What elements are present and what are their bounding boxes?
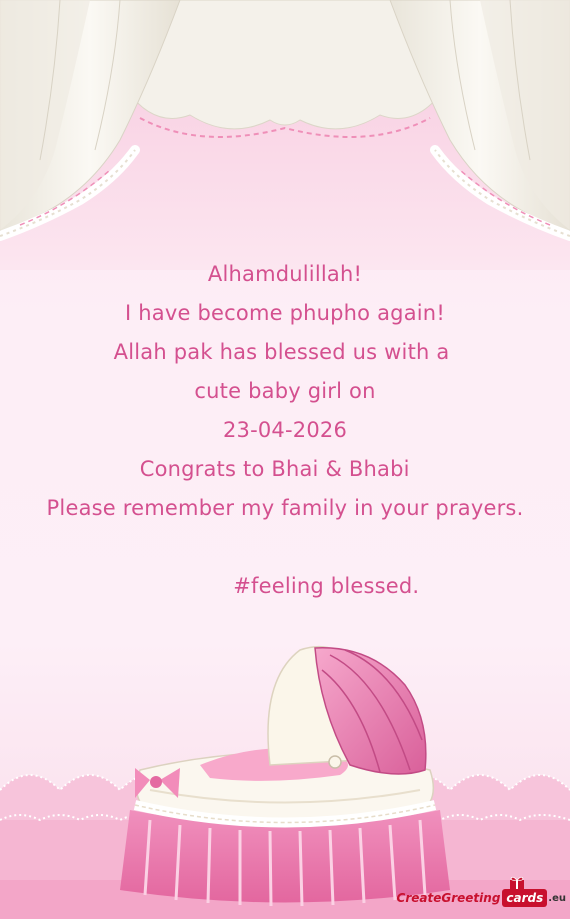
message-line: 23-04-2026	[222, 418, 348, 442]
brand-name: CreateGreeting	[396, 891, 501, 905]
message-line: Alhamdulillah!	[207, 262, 363, 286]
brand-tld: .eu	[548, 892, 566, 904]
message-line: Allah pak has blessed us with a	[113, 340, 457, 364]
message-line: #feeling blessed.	[150, 574, 420, 598]
bassinet-illustration	[0, 640, 570, 919]
message-line: cute baby girl on	[194, 379, 376, 403]
message-line: Congrats to Bhai & Bhabi	[139, 457, 431, 481]
curtain-decoration	[0, 0, 570, 270]
message-line: Please remember my family in your prayers.	[46, 496, 524, 520]
card-message	[0, 255, 570, 606]
brand-highlight	[502, 889, 547, 907]
message-line	[0, 528, 570, 567]
message-line: I have become phupho again!	[125, 301, 445, 325]
brand-highlight-text: cards	[506, 891, 544, 905]
gift-icon	[508, 875, 526, 889]
brand-logo	[397, 881, 566, 915]
